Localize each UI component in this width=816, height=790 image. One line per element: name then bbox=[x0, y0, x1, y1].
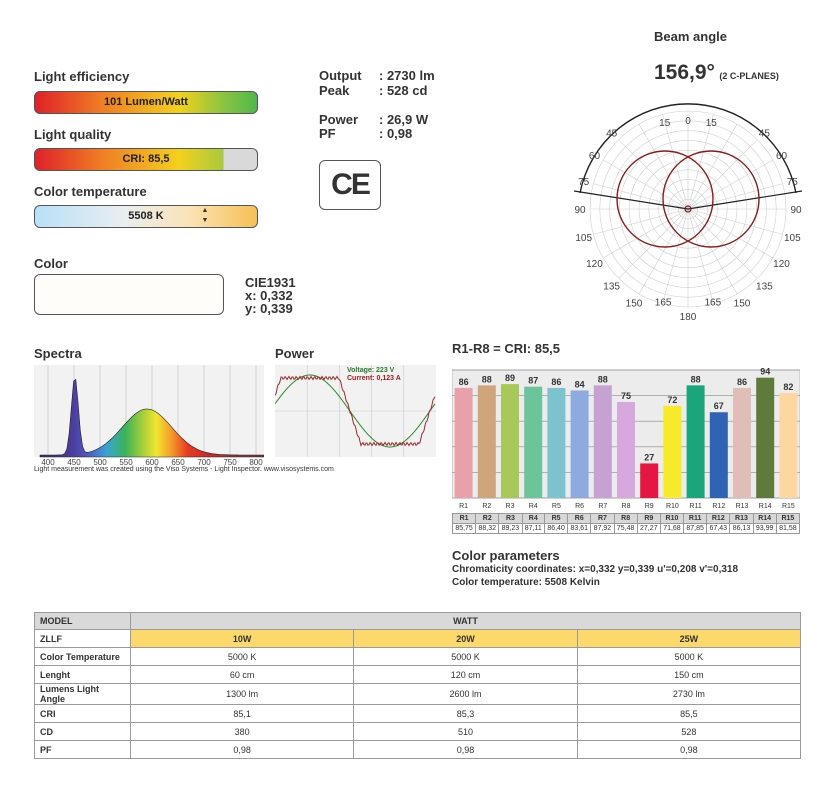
table-cell: R12 bbox=[707, 514, 730, 524]
table-cell: 510 bbox=[354, 723, 577, 741]
x-tick-label: 400 bbox=[41, 458, 55, 467]
table-cell: 1300 lm bbox=[131, 684, 354, 705]
x-tick-label: R13 bbox=[735, 503, 749, 510]
bar-R14 bbox=[756, 378, 774, 498]
power-label: Power bbox=[275, 346, 315, 361]
table-cell: 85,1 bbox=[131, 705, 354, 723]
table-cell: 2730 lm bbox=[577, 684, 800, 705]
beam-planes: (2 C-PLANES) bbox=[719, 71, 779, 81]
table-cell: 67,43 bbox=[707, 524, 730, 534]
cri-values-table bbox=[452, 513, 800, 534]
color-swatch bbox=[34, 274, 224, 315]
x-tick-label: R4 bbox=[528, 503, 538, 510]
x-tick-label: 500 bbox=[93, 458, 107, 467]
table-cell: 5000 K bbox=[354, 648, 577, 666]
polar-label: 105 bbox=[783, 232, 801, 244]
table-row-label: CD bbox=[35, 723, 131, 741]
polar-spoke bbox=[688, 209, 783, 234]
table-cell: 2600 lm bbox=[354, 684, 577, 705]
polar-label: 180 bbox=[679, 312, 697, 323]
data-label: 75 bbox=[620, 391, 632, 401]
table-cell: 85,75 bbox=[453, 524, 476, 534]
data-label: 84 bbox=[574, 379, 585, 390]
table-cell: R13 bbox=[730, 514, 753, 524]
polar-label: 135 bbox=[756, 281, 773, 293]
table-cell: R6 bbox=[568, 514, 591, 524]
table-model-25w: 25W bbox=[577, 630, 800, 648]
x-tick-label: R7 bbox=[598, 503, 608, 510]
chart-title: R1-R8 = CRI: 85,5 bbox=[452, 341, 561, 356]
table-cell: 71,68 bbox=[660, 524, 683, 534]
table-row-label: PF bbox=[35, 741, 131, 759]
color-temperature-bar bbox=[34, 205, 258, 228]
polar-label: 0 bbox=[685, 116, 691, 127]
data-label: 86 bbox=[736, 376, 748, 387]
bar-R3 bbox=[501, 384, 519, 498]
spec-power-value: : 26,9 W bbox=[379, 112, 429, 127]
x-tick-label: 550 bbox=[119, 458, 133, 467]
light-quality-value: CRI: 85,5 bbox=[122, 153, 170, 165]
polar-spoke bbox=[688, 209, 773, 258]
table-model-name: ZLLF bbox=[35, 630, 131, 648]
table-cell: R2 bbox=[476, 514, 499, 524]
chevron-up-icon[interactable]: ▲ bbox=[201, 207, 209, 214]
spec-output-value: : 2730 lm bbox=[379, 68, 435, 83]
table-model-20w: 20W bbox=[354, 630, 577, 648]
table-cell: R9 bbox=[637, 514, 660, 524]
bar-R4 bbox=[524, 387, 542, 498]
polar-spoke bbox=[663, 209, 688, 304]
polar-label: 75 bbox=[578, 177, 590, 189]
x-tick-label: 700 bbox=[197, 458, 211, 467]
x-tick-label: R6 bbox=[575, 503, 585, 510]
table-cell: 81,58 bbox=[776, 524, 799, 534]
color-label: Color bbox=[34, 256, 68, 271]
polar-label: 120 bbox=[586, 259, 603, 270]
table-row bbox=[453, 524, 800, 534]
bar-R8 bbox=[617, 402, 635, 498]
table-cell: 120 cm bbox=[354, 666, 577, 684]
footnote: Light measurement was created using the Viso Systems - Light Inspector. www.visosystems.com bbox=[34, 466, 334, 473]
table-cell: 93,99 bbox=[753, 524, 776, 534]
table-cell: 150 cm bbox=[577, 666, 800, 684]
spectra-label: Spectra bbox=[34, 346, 82, 361]
table-cell: 5000 K bbox=[577, 648, 800, 666]
data-label: 86 bbox=[458, 376, 469, 387]
x-tick-label: R12 bbox=[712, 503, 726, 510]
light-efficiency-label: Light efficiency bbox=[34, 69, 130, 84]
bar-R5 bbox=[547, 388, 565, 498]
polar-spoke bbox=[639, 209, 688, 294]
color-temperature-line: Color temperature: 5508 Kelvin bbox=[452, 577, 600, 588]
x-tick-label: R10 bbox=[665, 503, 679, 510]
table-cell: R3 bbox=[499, 514, 522, 524]
table-model-10w: 10W bbox=[131, 630, 354, 648]
table-cell: 60 cm bbox=[131, 666, 354, 684]
table-row bbox=[453, 514, 800, 524]
light-quality-bar bbox=[34, 148, 258, 171]
table-cell: 0,98 bbox=[577, 741, 800, 759]
polar-label: 165 bbox=[654, 297, 672, 309]
x-tick-label: 600 bbox=[145, 458, 159, 467]
data-label: 88 bbox=[481, 374, 492, 385]
x-tick-label: R2 bbox=[482, 503, 492, 510]
polar-label: 15 bbox=[659, 118, 671, 130]
data-label: 88 bbox=[690, 374, 701, 385]
table-row-label: CRI bbox=[35, 705, 131, 723]
bar-R10 bbox=[663, 406, 681, 498]
x-tick-label: R9 bbox=[644, 503, 654, 510]
color-temperature-value: 5508 K bbox=[128, 210, 164, 222]
x-tick-label: 800 bbox=[249, 458, 263, 467]
bar-R15 bbox=[779, 393, 797, 498]
table-cell: 85,5 bbox=[577, 705, 800, 723]
polar-spoke bbox=[688, 209, 713, 304]
table-cell: R8 bbox=[614, 514, 637, 524]
polar-spoke bbox=[603, 209, 688, 258]
x-tick-label: R14 bbox=[758, 503, 772, 510]
color-temperature-stepper[interactable] bbox=[199, 206, 211, 227]
chromaticity-line: Chromaticity coordinates: x=0,332 y=0,339 u'=0,208 v'=0,318 bbox=[452, 564, 739, 575]
table-cell: 5000 K bbox=[131, 648, 354, 666]
table-row bbox=[35, 723, 801, 741]
x-tick-label: R11 bbox=[689, 503, 702, 510]
table-cell: 27,27 bbox=[637, 524, 660, 534]
bar-R2 bbox=[478, 385, 496, 498]
table-cell: 87,92 bbox=[591, 524, 614, 534]
data-label: 27 bbox=[644, 452, 655, 463]
bar-R6 bbox=[571, 390, 589, 498]
spec-pf-value: : 0,98 bbox=[379, 126, 413, 141]
bar-R12 bbox=[710, 412, 728, 498]
cri-bar-chart bbox=[452, 364, 800, 512]
table-cell: R7 bbox=[591, 514, 614, 524]
bar-R7 bbox=[594, 385, 612, 498]
model-table bbox=[34, 612, 801, 759]
x-tick-label: R5 bbox=[551, 503, 561, 510]
table-header-model: MODEL bbox=[35, 613, 131, 630]
x-tick-label: R8 bbox=[621, 503, 631, 510]
table-row bbox=[35, 741, 801, 759]
table-row-label: Color Temperature bbox=[35, 648, 131, 666]
polar-label: 150 bbox=[733, 298, 751, 310]
data-label: 82 bbox=[783, 382, 794, 393]
table-cell: R4 bbox=[522, 514, 545, 524]
data-label: 87 bbox=[528, 375, 539, 386]
table-row bbox=[35, 684, 801, 705]
bar-R13 bbox=[733, 388, 751, 498]
table-cell: 87,11 bbox=[522, 524, 545, 534]
x-tick-label: R1 bbox=[459, 503, 469, 510]
polar-spoke bbox=[688, 209, 737, 294]
table-row bbox=[35, 666, 801, 684]
polar-label: 90 bbox=[790, 205, 802, 216]
table-cell: 75,48 bbox=[614, 524, 637, 534]
table-row bbox=[35, 648, 801, 666]
polar-label: 60 bbox=[588, 151, 601, 162]
table-cell: 88,32 bbox=[476, 524, 499, 534]
bar-R9 bbox=[640, 463, 658, 498]
x-tick-label: 750 bbox=[223, 458, 237, 467]
data-label: 89 bbox=[504, 373, 516, 384]
table-cell: 83,61 bbox=[568, 524, 591, 534]
data-label: 86 bbox=[551, 376, 562, 387]
polar-label: 165 bbox=[704, 297, 722, 309]
polar-label: 120 bbox=[773, 259, 790, 270]
table-cell: R15 bbox=[776, 514, 799, 524]
spec-peak-name: Peak bbox=[319, 83, 350, 98]
data-label: 88 bbox=[597, 374, 608, 385]
polar-label: 90 bbox=[574, 205, 586, 216]
chevron-down-icon[interactable]: ▼ bbox=[201, 217, 209, 224]
x-tick-label: 650 bbox=[171, 458, 185, 467]
polar-label: 45 bbox=[758, 128, 770, 140]
bar-R1 bbox=[455, 388, 473, 498]
spectra-chart bbox=[34, 365, 264, 467]
table-cell: 86,13 bbox=[730, 524, 753, 534]
beam-angle-value: 156,9° bbox=[654, 61, 715, 84]
data-label: 72 bbox=[667, 394, 678, 405]
table-cell: R5 bbox=[545, 514, 568, 524]
spec-peak-value: : 528 cd bbox=[379, 83, 428, 98]
polar-label: 75 bbox=[786, 177, 798, 189]
data-label: 94 bbox=[760, 366, 771, 377]
polar-label: 150 bbox=[625, 298, 643, 310]
table-header-watt: WATT bbox=[131, 613, 801, 630]
polar-spoke bbox=[593, 209, 688, 234]
table-cell: 89,23 bbox=[499, 524, 522, 534]
table-cell: 86,40 bbox=[545, 524, 568, 534]
cie-y: y: 0,339 bbox=[245, 301, 293, 316]
polar-label: 135 bbox=[603, 281, 620, 293]
table-cell: R10 bbox=[660, 514, 683, 524]
color-temperature-label: Color temperature bbox=[34, 184, 147, 199]
color-parameters-title: Color parameters bbox=[452, 548, 560, 563]
x-tick-label: 450 bbox=[67, 458, 81, 467]
table-cell: 380 bbox=[131, 723, 354, 741]
table-cell: 0,98 bbox=[354, 741, 577, 759]
table-cell: 87,85 bbox=[684, 524, 707, 534]
table-cell: R14 bbox=[753, 514, 776, 524]
cie-x: x: 0,332 bbox=[245, 288, 293, 303]
x-tick-label: R15 bbox=[781, 503, 795, 510]
cie-title: CIE1931 bbox=[245, 275, 296, 290]
polar-chart bbox=[560, 96, 816, 328]
table-cell: 528 bbox=[577, 723, 800, 741]
polar-label: 60 bbox=[775, 151, 788, 162]
polar-label: 15 bbox=[705, 118, 717, 130]
table-row-label: Lumens Light Angle bbox=[35, 684, 131, 705]
ce-mark-icon: CE bbox=[319, 160, 381, 210]
polar-label: 105 bbox=[575, 232, 593, 244]
table-cell: R11 bbox=[684, 514, 707, 524]
power-voltage: Voltage: 223 V bbox=[347, 367, 395, 374]
x-tick-label: R3 bbox=[505, 503, 515, 510]
light-efficiency-bar bbox=[34, 91, 258, 114]
power-current: Current: 0,123 A bbox=[347, 375, 401, 382]
table-row bbox=[35, 705, 801, 723]
bar-R11 bbox=[687, 385, 705, 498]
spec-power-name: Power bbox=[319, 112, 359, 127]
spec-pf-name: PF bbox=[319, 126, 336, 141]
table-row-label: Lenght bbox=[35, 666, 131, 684]
light-efficiency-value: 101 Lumen/Watt bbox=[104, 96, 188, 108]
spec-output-name: Output bbox=[319, 68, 362, 83]
data-label: 67 bbox=[713, 401, 724, 412]
table-cell: 85,3 bbox=[354, 705, 577, 723]
beam-title: Beam angle bbox=[654, 29, 727, 44]
light-quality-label: Light quality bbox=[34, 127, 112, 142]
table-cell: 0,98 bbox=[131, 741, 354, 759]
polar-label: 45 bbox=[606, 128, 618, 140]
table-cell: R1 bbox=[453, 514, 476, 524]
beam-angle-readout bbox=[654, 61, 779, 85]
